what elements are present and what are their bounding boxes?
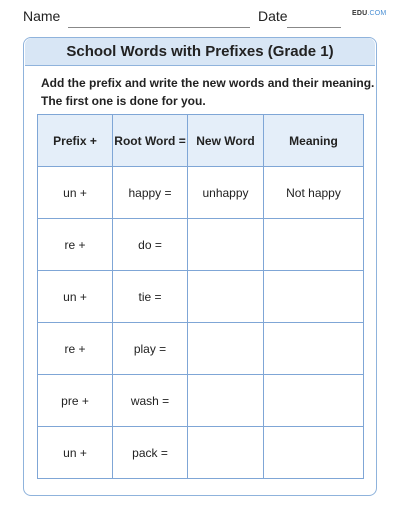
meaning-cell[interactable] xyxy=(264,323,364,375)
column-header-prefix: Prefix + xyxy=(38,115,113,167)
root-word-cell: happy = xyxy=(113,167,188,219)
column-header-root-word: Root Word = xyxy=(113,115,188,167)
prefix-table xyxy=(37,114,364,479)
date-label: Date xyxy=(258,8,288,24)
table-row xyxy=(38,167,364,219)
name-field-line[interactable] xyxy=(68,27,250,28)
column-header-new-word: New Word xyxy=(188,115,264,167)
date-field-line[interactable] xyxy=(287,27,341,28)
root-word-cell: tie = xyxy=(113,271,188,323)
root-word-cell: do = xyxy=(113,219,188,271)
name-label: Name xyxy=(23,8,61,24)
prefix-cell: re + xyxy=(38,323,113,375)
instruction-line-2: The first one is done for you. xyxy=(41,94,206,108)
new-word-cell[interactable]: unhappy xyxy=(188,167,264,219)
meaning-cell[interactable] xyxy=(264,427,364,479)
instruction-line-1: Add the prefix and write the new words and their meaning. xyxy=(41,76,375,90)
prefix-cell: re + xyxy=(38,219,113,271)
new-word-cell[interactable] xyxy=(188,219,264,271)
table-row xyxy=(38,219,364,271)
brand-logo xyxy=(352,10,386,17)
column-header-meaning: Meaning xyxy=(264,115,364,167)
new-word-cell[interactable] xyxy=(188,323,264,375)
new-word-cell[interactable] xyxy=(188,427,264,479)
prefix-cell: un + xyxy=(38,167,113,219)
root-word-cell: wash = xyxy=(113,375,188,427)
meaning-cell[interactable] xyxy=(264,219,364,271)
brand-suffix: .COM xyxy=(367,10,387,17)
table-header-row xyxy=(38,115,364,167)
brand-main: EDU xyxy=(352,10,368,17)
new-word-cell[interactable] xyxy=(188,271,264,323)
worksheet-title: School Words with Prefixes (Grade 1) xyxy=(25,38,375,66)
new-word-cell[interactable] xyxy=(188,375,264,427)
table-row xyxy=(38,271,364,323)
meaning-cell[interactable] xyxy=(264,271,364,323)
instructions xyxy=(41,74,375,110)
table-row xyxy=(38,323,364,375)
prefix-cell: un + xyxy=(38,427,113,479)
meaning-cell[interactable] xyxy=(264,375,364,427)
table-row xyxy=(38,375,364,427)
prefix-cell: pre + xyxy=(38,375,113,427)
root-word-cell: play = xyxy=(113,323,188,375)
table-row xyxy=(38,427,364,479)
prefix-cell: un + xyxy=(38,271,113,323)
root-word-cell: pack = xyxy=(113,427,188,479)
meaning-cell[interactable]: Not happy xyxy=(264,167,364,219)
